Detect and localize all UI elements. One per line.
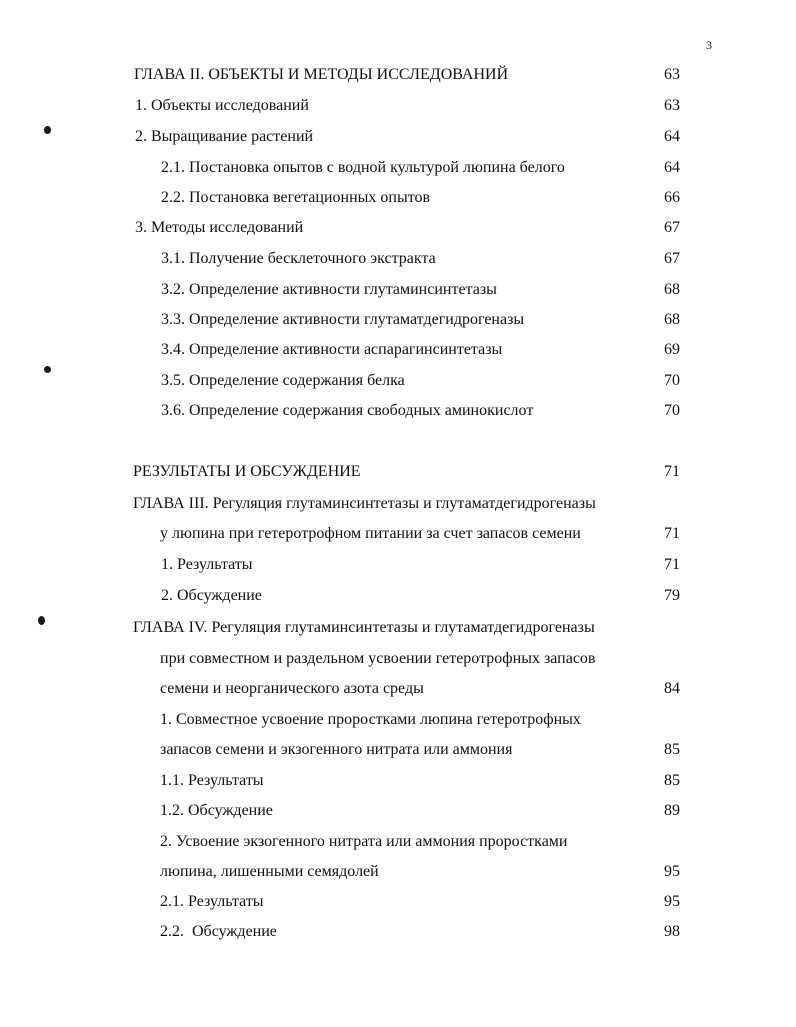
toc-entry [0, 186, 796, 210]
toc-page-number: 95 [664, 863, 680, 880]
toc-page-number: 70 [664, 402, 680, 419]
toc-entry-label: 1. Совместное усвоение проростками люпина гетеротрофных [160, 711, 581, 728]
toc-entry-label: 2.1. Постановка опытов с водной культурой люпина белого [161, 159, 565, 176]
toc-entry-label: 3.1. Получение бесклеточного экстракта [161, 250, 436, 267]
toc-entry [0, 399, 796, 423]
page-number: 3 [706, 38, 712, 52]
toc-chapter-title: при совместном и раздельном усвоении гетеротрофных запасов [160, 650, 596, 667]
toc-entry-label: 1.1. Результаты [160, 772, 264, 789]
toc-entry [0, 553, 796, 577]
toc-page-number: 84 [664, 680, 680, 697]
toc-page-number: 63 [664, 97, 680, 114]
toc-entry-label: 3.3. Определение активности глутаматдегидрогеназы [161, 311, 525, 328]
toc-entry [0, 308, 796, 332]
toc-entry-label: 1. Объекты исследований [135, 97, 309, 114]
toc-entry-label: 3.2. Определение активности глутаминсинтетазы [161, 281, 497, 298]
toc-page-number: 67 [664, 250, 680, 267]
toc-chapter-title: у люпина при гетеротрофном питании за счет запасов семени [160, 525, 581, 542]
toc-page-number: 85 [664, 741, 680, 758]
toc-page-number: 98 [664, 923, 680, 940]
toc-page-number: 71 [664, 525, 680, 542]
toc-entry [0, 216, 796, 240]
toc-page-number: 95 [664, 893, 680, 910]
toc-chapter [0, 677, 796, 701]
toc-entry-label: 1. Результаты [161, 556, 253, 573]
toc-entry-label: 2. Усвоение экзогенного нитрата или аммония проростками [160, 833, 568, 850]
toc-entry [0, 125, 796, 149]
toc-page-number: 67 [664, 219, 680, 236]
toc-chapter [0, 522, 796, 546]
toc-entry-label: 2. Обсуждение [161, 587, 262, 604]
toc-page-number: 89 [664, 802, 680, 819]
toc-entry [0, 738, 796, 762]
toc-entry-label: 2. Выращивание растений [135, 128, 314, 145]
toc-entry-label: 1.2. Обсуждение [160, 802, 273, 819]
toc-entry-label: 2.2. Обсуждение [160, 923, 277, 940]
toc-page-number: 85 [664, 772, 680, 789]
toc-entry [0, 769, 796, 793]
toc-part [0, 460, 796, 484]
toc-entry-label: 3.6. Определение содержания свободных аминокислот [161, 402, 534, 419]
toc-page-number: 71 [664, 463, 680, 480]
toc-entry [0, 156, 796, 180]
toc-entry [0, 920, 796, 944]
toc-chapter-title: ГЛАВА III. Регуляция глутаминсинтетазы и глутаматдегидрогеназы [133, 495, 596, 512]
toc-chapter [0, 647, 796, 671]
toc-entry-label: 3.5. Определение содержания белка [161, 372, 405, 389]
toc-page-number: 70 [664, 372, 680, 389]
toc-entry-label: 2.1. Результаты [160, 893, 264, 910]
toc-page-number: 68 [664, 281, 680, 298]
toc-page-number: 63 [664, 66, 680, 83]
toc-chapter-title: ГЛАВА II. ОБЪЕКТЫ И МЕТОДЫ ИССЛЕДОВАНИЙ [134, 66, 509, 83]
toc-entry-label: люпина, лишенными семядолей [160, 863, 379, 880]
toc-entry [0, 369, 796, 393]
toc-chapter-title: семени и неорганического азота среды [160, 680, 424, 697]
toc-chapter [0, 63, 796, 87]
toc-page-number: 69 [664, 341, 680, 358]
toc-entry [0, 860, 796, 884]
toc-page-number: 71 [664, 556, 680, 573]
toc-entry [0, 890, 796, 914]
toc-entry-label: запасов семени и экзогенного нитрата или аммония [160, 741, 513, 758]
toc-page-number: 68 [664, 311, 680, 328]
toc-entry [0, 247, 796, 271]
toc-page-number: 66 [664, 189, 680, 206]
toc-entry [0, 708, 796, 732]
toc-entry-label: 3. Методы исследований [135, 219, 304, 236]
toc-chapter-title: ГЛАВА IV. Регуляция глутаминсинтетазы и глутаматдегидрогеназы [133, 619, 595, 636]
toc-entry-label: 3.4. Определение активности аспарагинсинтетазы [161, 341, 503, 358]
toc-entry [0, 278, 796, 302]
toc-page-number: 79 [664, 587, 680, 604]
toc-entry [0, 94, 796, 118]
toc-page-number: 64 [664, 128, 680, 145]
toc-part-title: РЕЗУЛЬТАТЫ И ОБСУЖДЕНИЕ [133, 463, 361, 480]
toc-entry-label: 2.2. Постановка вегетационных опытов [161, 189, 431, 206]
toc-entry [0, 799, 796, 823]
toc-chapter [0, 616, 796, 640]
toc-entry [0, 584, 796, 608]
toc-entry [0, 338, 796, 362]
toc-page-number: 64 [664, 159, 680, 176]
toc-chapter [0, 492, 796, 516]
toc-entry [0, 830, 796, 854]
